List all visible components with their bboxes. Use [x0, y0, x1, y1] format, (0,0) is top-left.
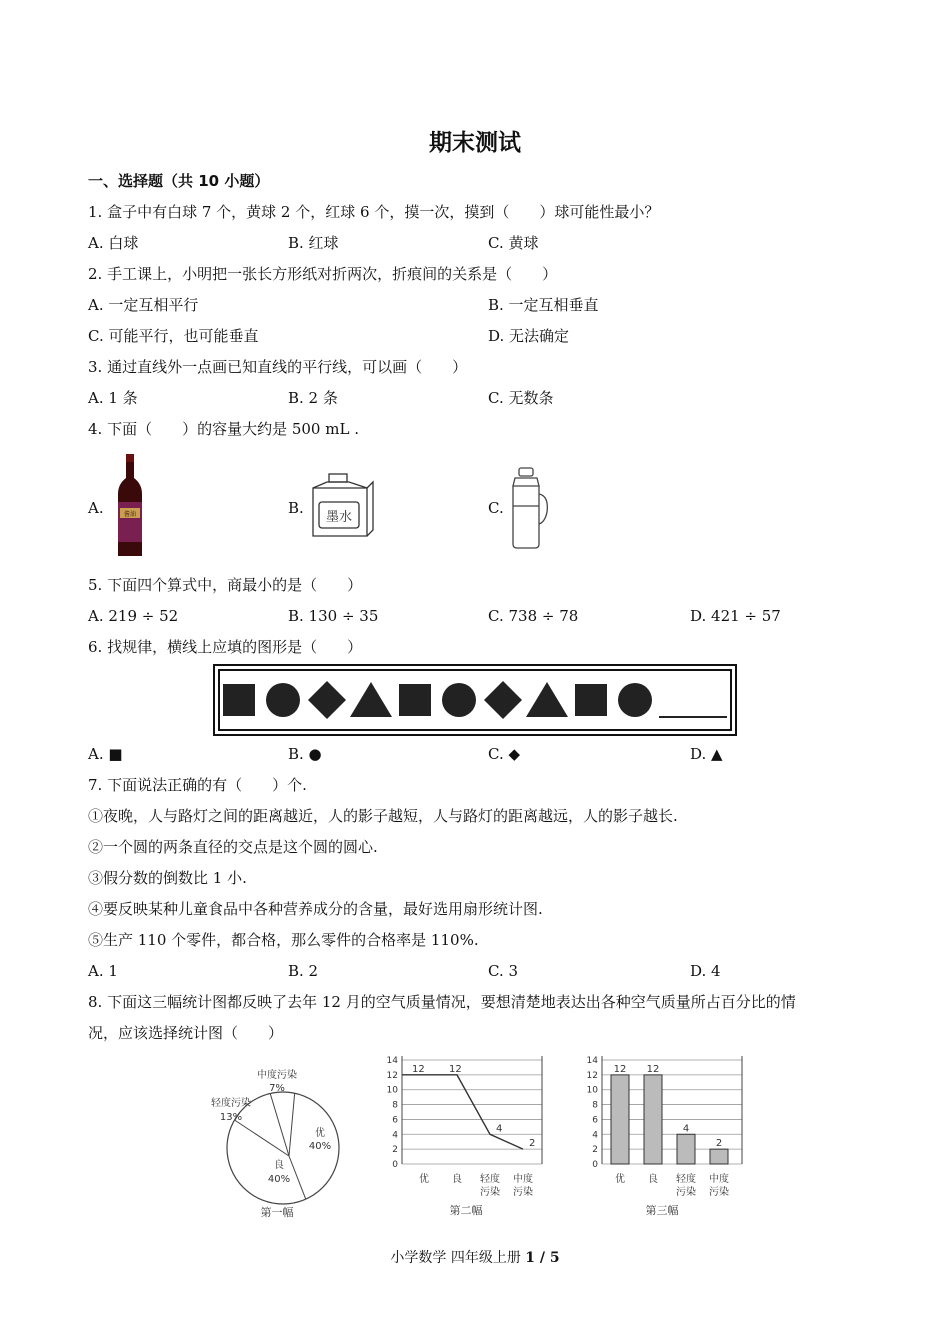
- thermos-image: [505, 466, 551, 554]
- pie-label-moderate: 中度污染: [257, 1070, 297, 1081]
- q7-statement-3: ③假分数的倒数比 1 小.: [88, 869, 247, 887]
- q6-option-a[interactable]: A. ■: [88, 745, 123, 763]
- x-tick-label-line2: 污染: [513, 1187, 533, 1198]
- q2-option-d[interactable]: D. 无法确定: [488, 327, 570, 345]
- q7-statement-5: ⑤生产 110 个零件，都合格，那么零件的合格率是 110%.: [88, 931, 479, 949]
- pattern-sequence: [215, 666, 735, 734]
- q4-option-a[interactable]: A.: [88, 499, 104, 517]
- pattern-sequence-box: [213, 664, 737, 736]
- pie-slice-boundary: [270, 1093, 289, 1156]
- q4-option-b[interactable]: B.: [288, 499, 304, 517]
- q1-option-c[interactable]: C. 黄球: [488, 234, 539, 252]
- q4-option-c[interactable]: C.: [488, 499, 504, 517]
- ink-bottle-image: [305, 472, 375, 544]
- y-tick-label: 2: [592, 1145, 598, 1156]
- x-tick-label: 中度: [709, 1174, 729, 1185]
- bottle-label: 酱油: [123, 511, 137, 518]
- x-tick-label: 良: [452, 1174, 462, 1185]
- square-shape: [575, 684, 607, 716]
- y-tick-label: 4: [392, 1130, 398, 1141]
- q7-option-d[interactable]: D. 4: [690, 962, 721, 980]
- pie-value-light: 13%: [219, 1112, 243, 1123]
- x-tick-label-line2: 污染: [709, 1187, 729, 1198]
- y-tick-label: 8: [392, 1100, 398, 1111]
- circle-shape: [618, 683, 652, 717]
- bar: [677, 1134, 695, 1164]
- q5-option-d[interactable]: D. 421 ÷ 57: [690, 607, 781, 625]
- sauce-bottle-image: [112, 452, 148, 564]
- y-tick-label: 14: [386, 1056, 398, 1066]
- question-1-stem: 1. 盒子中有白球 7 个，黄球 2 个，红球 6 个，摸一次，摸到（ ）球可能性最小？: [88, 203, 660, 221]
- q1-option-b[interactable]: B. 红球: [288, 234, 339, 252]
- y-tick-label: 8: [592, 1100, 598, 1111]
- x-tick-label: 优: [419, 1174, 429, 1185]
- pie-chart-title: 第一幅: [260, 1206, 294, 1219]
- q5-option-c[interactable]: C. 738 ÷ 78: [488, 607, 579, 625]
- bar: [710, 1149, 728, 1164]
- bar-chart: [570, 1052, 750, 1226]
- triangle-shape: [526, 682, 568, 717]
- page-number: 1 / 5: [525, 1250, 560, 1266]
- data-label: 2: [529, 1138, 536, 1150]
- section-heading: 一、选择题（共 10 小题）: [88, 172, 270, 190]
- q6-option-d[interactable]: D. ▲: [690, 745, 723, 763]
- pie-value-excellent: 40%: [308, 1141, 332, 1152]
- q7-option-a[interactable]: A. 1: [88, 962, 118, 980]
- y-tick-label: 10: [586, 1085, 598, 1096]
- bar-chart-title: 第三幅: [645, 1204, 679, 1217]
- circle-shape: [442, 683, 476, 717]
- pie-label-excellent: 优: [315, 1128, 325, 1139]
- q7-statement-1: ①夜晚，人与路灯之间的距离越近，人的影子越短，人与路灯的距离越远，人的影子越长.: [88, 807, 678, 825]
- x-tick-label-line2: 污染: [676, 1187, 696, 1198]
- data-label: 4: [682, 1123, 690, 1135]
- diamond-shape: [308, 681, 346, 719]
- data-label: 2: [715, 1138, 723, 1150]
- question-8-stem-line2: 况，应该选择统计图（ ）: [88, 1024, 284, 1042]
- question-8-stem-line1: 8. 下面这三幅统计图都反映了去年 12 月的空气质量情况，要想清楚地表达出各种空气质量所占百分比的情: [88, 993, 796, 1011]
- diamond-shape: [484, 681, 522, 719]
- q1-option-a[interactable]: A. 白球: [88, 234, 139, 252]
- y-tick-label: 6: [592, 1115, 598, 1126]
- bar: [611, 1075, 629, 1164]
- y-tick-label: 12: [586, 1070, 598, 1081]
- y-tick-label: 14: [586, 1056, 598, 1066]
- q3-option-c[interactable]: C. 无数条: [488, 389, 554, 407]
- data-label: 12: [449, 1063, 462, 1075]
- pie-chart: [205, 1052, 365, 1226]
- pie-slice-boundary: [289, 1093, 295, 1156]
- q7-option-c[interactable]: C. 3: [488, 962, 519, 980]
- circle-shape: [266, 683, 300, 717]
- page-footer: [0, 1247, 950, 1267]
- x-tick-label: 中度: [513, 1174, 533, 1185]
- data-label: 12: [646, 1063, 660, 1075]
- y-tick-label: 10: [386, 1085, 398, 1096]
- pie-label-light: 轻度污染: [211, 1098, 251, 1109]
- q5-option-a[interactable]: A. 219 ÷ 52: [88, 607, 179, 625]
- ink-label: 墨水: [325, 510, 353, 525]
- q2-option-c[interactable]: C. 可能平行，也可能垂直: [88, 327, 259, 345]
- y-tick-label: 4: [592, 1130, 598, 1141]
- q7-option-b[interactable]: B. 2: [288, 962, 319, 980]
- footer-text: 小学数学 四年级上册: [390, 1250, 526, 1266]
- square-shape: [223, 684, 255, 716]
- x-tick-label: 优: [615, 1174, 625, 1185]
- square-shape: [399, 684, 431, 716]
- q3-option-a[interactable]: A. 1 条: [88, 389, 138, 407]
- y-tick-label: 0: [392, 1160, 398, 1170]
- y-tick-label: 2: [392, 1145, 398, 1156]
- y-tick-label: 6: [392, 1115, 398, 1126]
- q2-option-a[interactable]: A. 一定互相平行: [88, 296, 199, 314]
- q7-statement-4: ④要反映某种儿童食品中各种营养成分的含量，最好选用扇形统计图.: [88, 900, 543, 918]
- question-6-stem: 6. 找规律，横线上应填的图形是（ ）: [88, 638, 363, 656]
- bar: [644, 1075, 662, 1164]
- question-7-stem: 7. 下面说法正确的有（ ）个.: [88, 776, 307, 794]
- data-label: 12: [412, 1063, 425, 1075]
- series-line: [402, 1075, 523, 1149]
- line-chart-title: 第二幅: [449, 1204, 483, 1217]
- pie-slice-boundary: [235, 1120, 289, 1156]
- page-title: 期末测试: [429, 130, 521, 156]
- q5-option-b[interactable]: B. 130 ÷ 35: [288, 607, 379, 625]
- question-3-stem: 3. 通过直线外一点画已知直线的平行线，可以画（ ）: [88, 358, 468, 376]
- pie-value-good: 40%: [267, 1174, 291, 1185]
- question-2-stem: 2. 手工课上，小明把一张长方形纸对折两次，折痕间的关系是（ ）: [88, 265, 558, 283]
- question-5-stem: 5. 下面四个算式中，商最小的是（ ）: [88, 576, 363, 594]
- y-tick-label: 0: [592, 1160, 598, 1170]
- data-label: 12: [613, 1063, 627, 1075]
- pie-slice-boundary: [289, 1156, 306, 1199]
- question-4-stem: 4. 下面（ ）的容量大约是 500 mL .: [88, 420, 359, 438]
- x-tick-label: 轻度: [480, 1174, 500, 1185]
- triangle-shape: [350, 682, 392, 717]
- pie-label-good: 良: [274, 1160, 284, 1171]
- data-label: 4: [496, 1123, 503, 1135]
- x-tick-label-line2: 污染: [480, 1187, 500, 1198]
- q2-option-b[interactable]: B. 一定互相垂直: [488, 296, 599, 314]
- line-chart: [370, 1052, 550, 1226]
- q3-option-b[interactable]: B. 2 条: [288, 389, 338, 407]
- pie-value-moderate: 7%: [269, 1083, 285, 1094]
- q7-statement-2: ②一个圆的两条直径的交点是这个圆的圆心.: [88, 838, 378, 856]
- x-tick-label: 良: [648, 1174, 658, 1185]
- x-tick-label: 轻度: [676, 1174, 696, 1185]
- q6-option-b[interactable]: B. ●: [288, 745, 322, 763]
- q6-option-c[interactable]: C. ◆: [488, 745, 521, 763]
- y-tick-label: 12: [386, 1070, 398, 1081]
